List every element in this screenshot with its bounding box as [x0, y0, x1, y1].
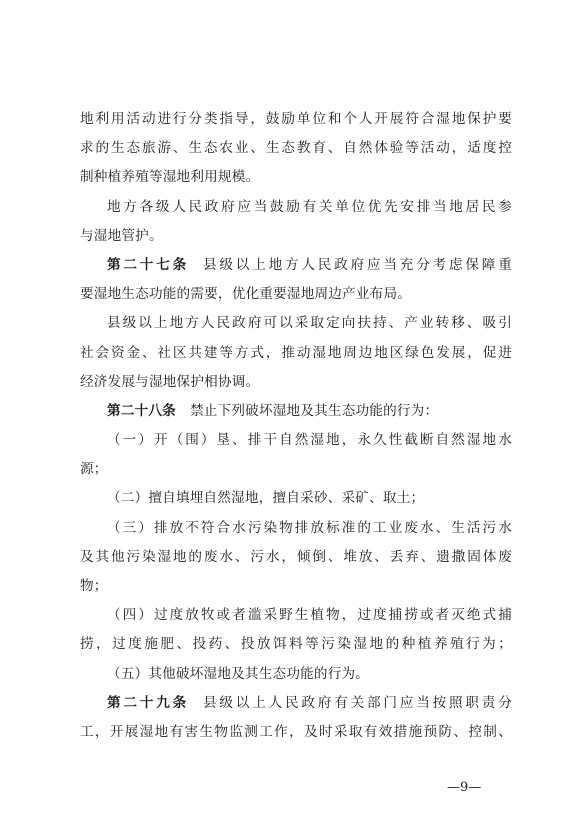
text-line	[80, 397, 512, 426]
document-body	[80, 105, 512, 747]
text-line	[80, 455, 512, 484]
line-text: 要湿地生态功能的需要，优化重要湿地周边产业布局。	[80, 286, 412, 303]
line-text: （五）其他破坏湿地及其生态功能的行为。	[107, 665, 370, 682]
line-text: （二）擅自填埋自然湿地，擅自采砂、采矿、取土；	[107, 490, 425, 507]
text-line	[80, 368, 512, 397]
text-line	[80, 309, 512, 338]
line-text: 经济发展与湿地保护相协调。	[80, 373, 260, 390]
line-text: 制种植养殖等湿地利用规模。	[80, 169, 260, 186]
line-text: 物；	[80, 578, 108, 594]
text-line	[80, 426, 512, 455]
line-text: 禁止下列破坏湿地及其生态功能的行为：	[189, 402, 439, 419]
line-text: 社会资金、社区共建等方式，推动湿地周边地区绿色发展，促进	[80, 344, 512, 361]
line-text: 县级以上地方人民政府应当充分考虑保障重	[203, 256, 512, 273]
article-heading: 第二十八条	[107, 402, 176, 419]
text-line	[80, 280, 512, 309]
line-text: 及其他污染湿地的废水、污水，倾倒、堆放、丢弃、遗撒固体废	[80, 548, 512, 565]
text-line	[80, 134, 512, 163]
text-line	[80, 193, 512, 222]
line-text: （三）排放不符合水污染物排放标准的工业废水、生活污水	[107, 519, 512, 536]
text-line	[80, 163, 512, 192]
line-text: 源；	[80, 461, 108, 478]
line-text: 工，开展湿地有害生物监测工作，及时采取有效措施预防、控制、	[80, 723, 512, 740]
text-line	[80, 222, 512, 251]
line-text: 求的生态旅游、生态农业、生态教育、自然体验等活动，适度控	[80, 140, 512, 157]
line-text: 捞，过度施肥、投药、投放饵料等污染湿地的种植养殖行为；	[80, 636, 512, 653]
text-line	[80, 660, 512, 689]
text-line	[80, 251, 512, 280]
line-text: 地方各级人民政府应当鼓励有关单位优先安排当地居民参	[107, 198, 512, 215]
text-line	[80, 572, 512, 601]
text-line	[80, 543, 512, 572]
text-line	[80, 339, 512, 368]
article-heading: 第二十九条	[107, 694, 189, 711]
text-line	[80, 484, 512, 513]
line-text: 县级以上地方人民政府可以采取定向扶持、产业转移、吸引	[107, 315, 512, 332]
text-line	[80, 601, 512, 630]
text-line	[80, 718, 512, 747]
line-text: （一）开（围）垦、排干自然湿地，永久性截断自然湿地水	[107, 432, 512, 449]
line-text: 与湿地管护。	[80, 227, 163, 244]
article-heading: 第二十七条	[107, 256, 189, 273]
text-line	[80, 105, 512, 134]
text-line	[80, 689, 512, 718]
line-text: 地利用活动进行分类指导，鼓励单位和个人开展符合湿地保护要	[80, 111, 512, 127]
line-text: 县级以上人民政府有关部门应当按照职责分	[203, 694, 512, 711]
text-line	[80, 630, 512, 659]
page-number: —9—	[447, 780, 482, 795]
text-line	[80, 514, 512, 543]
line-text: （四）过度放牧或者滥采野生植物，过度捕捞或者灭绝式捕	[107, 607, 512, 624]
